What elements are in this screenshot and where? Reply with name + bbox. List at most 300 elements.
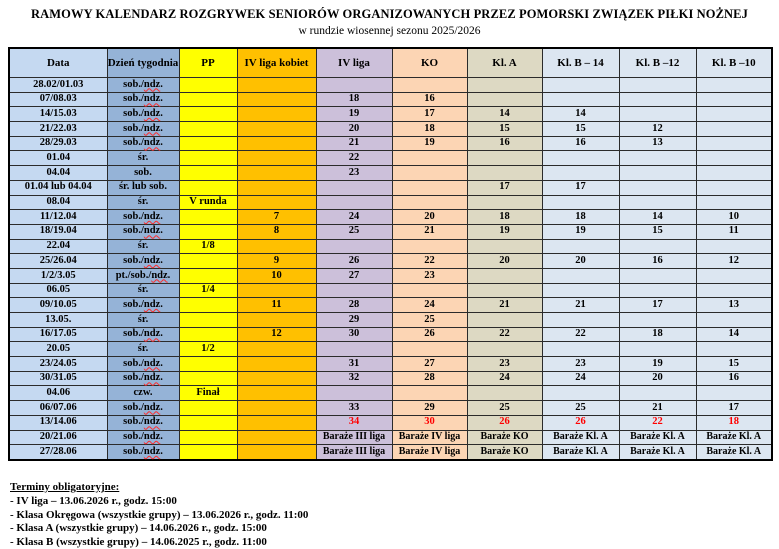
calendar-table-body (9, 78, 772, 460)
iv-liga-cell: 27 (316, 268, 392, 283)
kl-b-10-cell (696, 136, 772, 151)
kl-b-14-cell: 15 (542, 122, 619, 137)
table-row (9, 254, 772, 269)
kl-b-10-cell (696, 268, 772, 283)
date-cell: 25/26.04 (9, 254, 107, 269)
ko-cell: 28 (392, 371, 467, 386)
spellcheck-squiggle: ndz (143, 328, 161, 340)
iv-liga-cell: 33 (316, 401, 392, 416)
kl-b-10-cell: 12 (696, 254, 772, 269)
pp-cell (179, 254, 237, 269)
kl-b-12-cell (619, 195, 696, 210)
day-cell: sob./ndz. (107, 371, 179, 386)
pp-cell (179, 313, 237, 328)
column-header-kl-b-14: Kl. B – 14 (542, 48, 619, 78)
iv-liga-cell (316, 180, 392, 195)
iv-liga-kobiet-cell (237, 136, 316, 151)
day-cell: pt./sob./ndz. (107, 268, 179, 283)
column-header-data: Data (9, 48, 107, 78)
kl-a-cell: 20 (467, 254, 542, 269)
ko-cell: 25 (392, 313, 467, 328)
table-row (9, 342, 772, 357)
spellcheck-squiggle: ndz (143, 445, 161, 457)
kl-b-12-cell: Baraże Kl. A (619, 430, 696, 445)
pp-cell: V runda (179, 195, 237, 210)
iv-liga-cell: 32 (316, 371, 392, 386)
iv-liga-kobiet-cell (237, 239, 316, 254)
kl-b-12-cell (619, 151, 696, 166)
kl-a-cell: 18 (467, 210, 542, 225)
ko-cell (392, 342, 467, 357)
date-cell: 20/21.06 (9, 430, 107, 445)
kl-b-14-cell (542, 151, 619, 166)
spellcheck-squiggle: ndz (143, 122, 161, 134)
kl-b-14-cell (542, 268, 619, 283)
date-cell: 1/2/3.05 (9, 268, 107, 283)
day-cell: śr. (107, 239, 179, 254)
ko-cell: 17 (392, 107, 467, 122)
kl-a-cell: 16 (467, 136, 542, 151)
column-header-kl-b-12: Kl. B –12 (619, 48, 696, 78)
date-cell: 06.05 (9, 283, 107, 298)
iv-liga-cell: 31 (316, 357, 392, 372)
iv-liga-kobiet-cell (237, 401, 316, 416)
kl-b-14-cell (542, 92, 619, 107)
obligatory-dates-section (10, 481, 779, 549)
kl-a-cell (467, 342, 542, 357)
obligatory-date-item: - IV liga – 13.06.2026 r., godz. 15:00 (10, 495, 177, 508)
date-cell: 18/19.04 (9, 224, 107, 239)
table-row (9, 327, 772, 342)
kl-b-14-cell (542, 239, 619, 254)
kl-b-12-cell: 16 (619, 254, 696, 269)
pp-cell (179, 430, 237, 445)
iv-liga-cell: 34 (316, 415, 392, 430)
ko-cell: Baraże IV liga (392, 445, 467, 460)
column-header-kl-b-10: Kl. B –10 (696, 48, 772, 78)
iv-liga-kobiet-cell (237, 166, 316, 181)
iv-liga-cell (316, 342, 392, 357)
kl-b-10-cell: 18 (696, 415, 772, 430)
kl-b-12-cell (619, 107, 696, 122)
spellcheck-squiggle: ndz (143, 93, 161, 105)
spellcheck-squiggle: ndz (143, 298, 161, 310)
kl-a-cell: 14 (467, 107, 542, 122)
iv-liga-cell: 24 (316, 210, 392, 225)
kl-b-14-cell: 14 (542, 107, 619, 122)
table-row (9, 122, 772, 137)
table-row (9, 415, 772, 430)
ko-cell (392, 166, 467, 181)
column-header-iv-liga: IV liga (316, 48, 392, 78)
kl-b-12-cell: 14 (619, 210, 696, 225)
ko-cell (392, 78, 467, 93)
kl-b-10-cell: 16 (696, 371, 772, 386)
date-cell: 06/07.06 (9, 401, 107, 416)
ko-cell: 24 (392, 298, 467, 313)
kl-a-cell: 23 (467, 357, 542, 372)
column-header-dzien-tygodnia: Dzień tygodnia (107, 48, 179, 78)
day-cell: sob. (107, 166, 179, 181)
table-row (9, 166, 772, 181)
iv-liga-cell: 21 (316, 136, 392, 151)
day-cell: śr. (107, 195, 179, 210)
kl-b-10-cell: Baraże Kl. A (696, 430, 772, 445)
kl-b-12-cell (619, 268, 696, 283)
day-cell: sob./ndz. (107, 357, 179, 372)
spellcheck-squiggle: ndz (143, 416, 161, 428)
kl-b-10-cell: 17 (696, 401, 772, 416)
kl-b-12-cell (619, 342, 696, 357)
kl-b-12-cell (619, 386, 696, 401)
spellcheck-squiggle: ndz (143, 357, 161, 369)
day-cell: czw. (107, 386, 179, 401)
kl-b-12-cell (619, 239, 696, 254)
kl-a-cell: 25 (467, 401, 542, 416)
pp-cell: Finał (179, 386, 237, 401)
kl-a-cell (467, 92, 542, 107)
iv-liga-cell: 28 (316, 298, 392, 313)
spellcheck-squiggle: ndz (143, 225, 161, 237)
date-cell: 30/31.05 (9, 371, 107, 386)
iv-liga-cell (316, 386, 392, 401)
kl-b-14-cell (542, 386, 619, 401)
column-header-iv-liga-kobiet: IV liga kobiet (237, 48, 316, 78)
day-cell: sob./ndz. (107, 430, 179, 445)
kl-b-10-cell: Baraże Kl. A (696, 445, 772, 460)
spellcheck-squiggle: ndz (151, 269, 168, 281)
iv-liga-kobiet-cell: 10 (237, 268, 316, 283)
ko-cell (392, 195, 467, 210)
date-cell: 04.06 (9, 386, 107, 401)
kl-b-10-cell (696, 122, 772, 137)
iv-liga-kobiet-cell (237, 180, 316, 195)
date-cell: 22.04 (9, 239, 107, 254)
ko-cell: 18 (392, 122, 467, 137)
iv-liga-kobiet-cell (237, 415, 316, 430)
pp-cell (179, 415, 237, 430)
day-cell: śr. (107, 313, 179, 328)
date-cell: 16/17.05 (9, 327, 107, 342)
iv-liga-cell: 22 (316, 151, 392, 166)
ko-cell (392, 283, 467, 298)
iv-liga-kobiet-cell (237, 357, 316, 372)
page (0, 7, 779, 548)
obligatory-date-item: - Klasa A (wszystkie grupy) – 14.06.2026 r., godz. 15:00 (10, 522, 267, 535)
iv-liga-kobiet-cell (237, 430, 316, 445)
iv-liga-kobiet-cell (237, 371, 316, 386)
pp-cell (179, 180, 237, 195)
kl-b-12-cell: 19 (619, 357, 696, 372)
ko-cell: 23 (392, 268, 467, 283)
pp-cell: 1/8 (179, 239, 237, 254)
ko-cell: 21 (392, 224, 467, 239)
pp-cell (179, 224, 237, 239)
kl-b-14-cell (542, 342, 619, 357)
kl-b-12-cell (619, 313, 696, 328)
iv-liga-cell (316, 195, 392, 210)
header-row (9, 48, 772, 78)
kl-b-12-cell: 13 (619, 136, 696, 151)
iv-liga-kobiet-cell: 12 (237, 327, 316, 342)
pp-cell (179, 357, 237, 372)
day-cell: sob./ndz. (107, 107, 179, 122)
table-row (9, 298, 772, 313)
date-cell: 14/15.03 (9, 107, 107, 122)
iv-liga-cell: 25 (316, 224, 392, 239)
date-cell: 27/28.06 (9, 445, 107, 460)
iv-liga-kobiet-cell (237, 122, 316, 137)
pp-cell (179, 298, 237, 313)
date-cell: 08.04 (9, 195, 107, 210)
table-row (9, 268, 772, 283)
pp-cell (179, 445, 237, 460)
date-cell: 28/29.03 (9, 136, 107, 151)
kl-a-cell (467, 195, 542, 210)
day-cell: śr. (107, 283, 179, 298)
kl-b-14-cell (542, 313, 619, 328)
iv-liga-cell: 18 (316, 92, 392, 107)
iv-liga-cell (316, 78, 392, 93)
ko-cell: Baraże IV liga (392, 430, 467, 445)
table-row (9, 401, 772, 416)
obligatory-date-item: - Klasa Okręgowa (wszystkie grupy) – 13.06.2026 r., godz. 11:00 (10, 508, 309, 521)
iv-liga-cell: 30 (316, 327, 392, 342)
ko-cell (392, 239, 467, 254)
kl-a-cell: 17 (467, 180, 542, 195)
kl-b-14-cell: 21 (542, 298, 619, 313)
kl-a-cell (467, 268, 542, 283)
kl-a-cell (467, 313, 542, 328)
iv-liga-cell (316, 239, 392, 254)
kl-b-10-cell (696, 313, 772, 328)
date-cell: 28.02/01.03 (9, 78, 107, 93)
table-row (9, 195, 772, 210)
spellcheck-squiggle: ndz (143, 78, 161, 90)
kl-a-cell (467, 78, 542, 93)
kl-b-14-cell (542, 78, 619, 93)
iv-liga-kobiet-cell (237, 445, 316, 460)
pp-cell (179, 136, 237, 151)
iv-liga-cell (316, 283, 392, 298)
kl-b-14-cell: 22 (542, 327, 619, 342)
iv-liga-cell: 26 (316, 254, 392, 269)
kl-b-14-cell: Baraże Kl. A (542, 445, 619, 460)
kl-a-cell: Baraże KO (467, 430, 542, 445)
day-cell: sob./ndz. (107, 92, 179, 107)
kl-a-cell: 19 (467, 224, 542, 239)
ko-cell (392, 180, 467, 195)
pp-cell (179, 122, 237, 137)
column-header-pp: PP (179, 48, 237, 78)
table-row (9, 313, 772, 328)
spellcheck-squiggle: ndz (143, 137, 161, 149)
pp-cell (179, 78, 237, 93)
kl-b-14-cell: 16 (542, 136, 619, 151)
iv-liga-kobiet-cell (237, 195, 316, 210)
kl-b-12-cell (619, 78, 696, 93)
kl-a-cell: 21 (467, 298, 542, 313)
day-cell: sob./ndz. (107, 401, 179, 416)
day-cell: sob./ndz. (107, 445, 179, 460)
kl-b-10-cell (696, 151, 772, 166)
date-cell: 01.04 (9, 151, 107, 166)
kl-b-12-cell: 12 (619, 122, 696, 137)
date-cell: 13/14.06 (9, 415, 107, 430)
kl-b-12-cell (619, 283, 696, 298)
day-cell: sob./ndz. (107, 298, 179, 313)
iv-liga-kobiet-cell (237, 78, 316, 93)
ko-cell: 22 (392, 254, 467, 269)
kl-b-14-cell: 23 (542, 357, 619, 372)
pp-cell (179, 166, 237, 181)
iv-liga-kobiet-cell (237, 107, 316, 122)
ko-cell: 20 (392, 210, 467, 225)
spellcheck-squiggle: ndz (143, 372, 161, 384)
kl-b-12-cell: 20 (619, 371, 696, 386)
ko-cell: 16 (392, 92, 467, 107)
kl-b-14-cell: 19 (542, 224, 619, 239)
kl-a-cell: 26 (467, 415, 542, 430)
table-row (9, 92, 772, 107)
kl-b-10-cell: 10 (696, 210, 772, 225)
ko-cell: 29 (392, 401, 467, 416)
iv-liga-kobiet-cell (237, 283, 316, 298)
day-cell: sob./ndz. (107, 210, 179, 225)
pp-cell (179, 371, 237, 386)
kl-a-cell (467, 166, 542, 181)
kl-a-cell (467, 151, 542, 166)
kl-b-10-cell (696, 78, 772, 93)
iv-liga-kobiet-cell (237, 386, 316, 401)
day-cell: sob./ndz. (107, 136, 179, 151)
kl-b-12-cell: Baraże Kl. A (619, 445, 696, 460)
pp-cell (179, 151, 237, 166)
ko-cell (392, 386, 467, 401)
kl-b-12-cell: 15 (619, 224, 696, 239)
table-row (9, 136, 772, 151)
table-row (9, 107, 772, 122)
ko-cell: 27 (392, 357, 467, 372)
kl-a-cell (467, 283, 542, 298)
day-cell: sob./ndz. (107, 415, 179, 430)
table-row (9, 430, 772, 445)
kl-b-14-cell (542, 283, 619, 298)
kl-b-14-cell: 18 (542, 210, 619, 225)
day-cell: śr. (107, 151, 179, 166)
kl-b-12-cell (619, 166, 696, 181)
kl-b-10-cell: 13 (696, 298, 772, 313)
kl-a-cell (467, 239, 542, 254)
spellcheck-squiggle: ndz (143, 431, 161, 443)
date-cell: 13.05. (9, 313, 107, 328)
table-row (9, 210, 772, 225)
iv-liga-cell: Baraże III liga (316, 430, 392, 445)
date-cell: 20.05 (9, 342, 107, 357)
kl-b-12-cell (619, 180, 696, 195)
table-row (9, 371, 772, 386)
calendar-table (8, 47, 773, 461)
obligatory-dates-heading: Terminy obligatoryjne: (10, 480, 120, 493)
iv-liga-cell: 23 (316, 166, 392, 181)
pp-cell (179, 107, 237, 122)
iv-liga-kobiet-cell: 9 (237, 254, 316, 269)
iv-liga-kobiet-cell: 11 (237, 298, 316, 313)
iv-liga-kobiet-cell: 7 (237, 210, 316, 225)
kl-b-14-cell: Baraże Kl. A (542, 430, 619, 445)
column-header-kl-a: Kl. A (467, 48, 542, 78)
kl-b-14-cell (542, 166, 619, 181)
iv-liga-kobiet-cell (237, 342, 316, 357)
day-cell: śr. (107, 342, 179, 357)
kl-b-10-cell (696, 342, 772, 357)
pp-cell: 1/2 (179, 342, 237, 357)
spellcheck-squiggle: ndz (143, 107, 161, 119)
kl-a-cell: 24 (467, 371, 542, 386)
kl-b-14-cell: 25 (542, 401, 619, 416)
kl-b-10-cell: 11 (696, 224, 772, 239)
day-cell: sob./ndz. (107, 122, 179, 137)
table-row (9, 180, 772, 195)
kl-b-12-cell: 17 (619, 298, 696, 313)
calendar-table-header (9, 48, 772, 78)
iv-liga-cell: 20 (316, 122, 392, 137)
column-header-ko: KO (392, 48, 467, 78)
iv-liga-kobiet-cell (237, 313, 316, 328)
kl-b-12-cell: 18 (619, 327, 696, 342)
pp-cell (179, 327, 237, 342)
pp-cell (179, 401, 237, 416)
spellcheck-squiggle: ndz (143, 401, 161, 413)
pp-cell (179, 92, 237, 107)
iv-liga-cell: 29 (316, 313, 392, 328)
kl-b-10-cell (696, 180, 772, 195)
obligatory-date-item: - Klasa B (wszystkie grupy) – 14.06.2025 r., godz. 11:00 (10, 535, 267, 548)
day-cell: śr. lub sob. (107, 180, 179, 195)
day-cell: sob./ndz. (107, 254, 179, 269)
kl-b-14-cell: 26 (542, 415, 619, 430)
kl-b-10-cell: 14 (696, 327, 772, 342)
table-row (9, 78, 772, 93)
day-cell: sob./ndz. (107, 224, 179, 239)
iv-liga-kobiet-cell (237, 151, 316, 166)
kl-b-10-cell (696, 283, 772, 298)
date-cell: 11/12.04 (9, 210, 107, 225)
ko-cell: 26 (392, 327, 467, 342)
ko-cell: 30 (392, 415, 467, 430)
kl-b-10-cell (696, 166, 772, 181)
date-cell: 07/08.03 (9, 92, 107, 107)
table-row (9, 239, 772, 254)
kl-b-10-cell (696, 239, 772, 254)
date-cell: 04.04 (9, 166, 107, 181)
kl-b-10-cell (696, 195, 772, 210)
iv-liga-kobiet-cell: 8 (237, 224, 316, 239)
kl-a-cell: 22 (467, 327, 542, 342)
iv-liga-cell: Baraże III liga (316, 445, 392, 460)
table-row (9, 151, 772, 166)
spellcheck-squiggle: ndz (143, 210, 161, 222)
page-title: RAMOWY KALENDARZ ROZGRYWEK SENIORÓW ORGANIZOWANYCH PRZEZ POMORSKI ZWIĄZEK PIŁKI NOŻNEJ (31, 7, 748, 21)
page-subtitle: w rundzie wiosennej sezonu 2025/2026 (298, 25, 481, 37)
kl-b-14-cell: 17 (542, 180, 619, 195)
table-row (9, 283, 772, 298)
pp-cell (179, 268, 237, 283)
day-cell: sob./ndz. (107, 78, 179, 93)
kl-a-cell: 15 (467, 122, 542, 137)
kl-b-10-cell: 15 (696, 357, 772, 372)
kl-b-14-cell: 20 (542, 254, 619, 269)
